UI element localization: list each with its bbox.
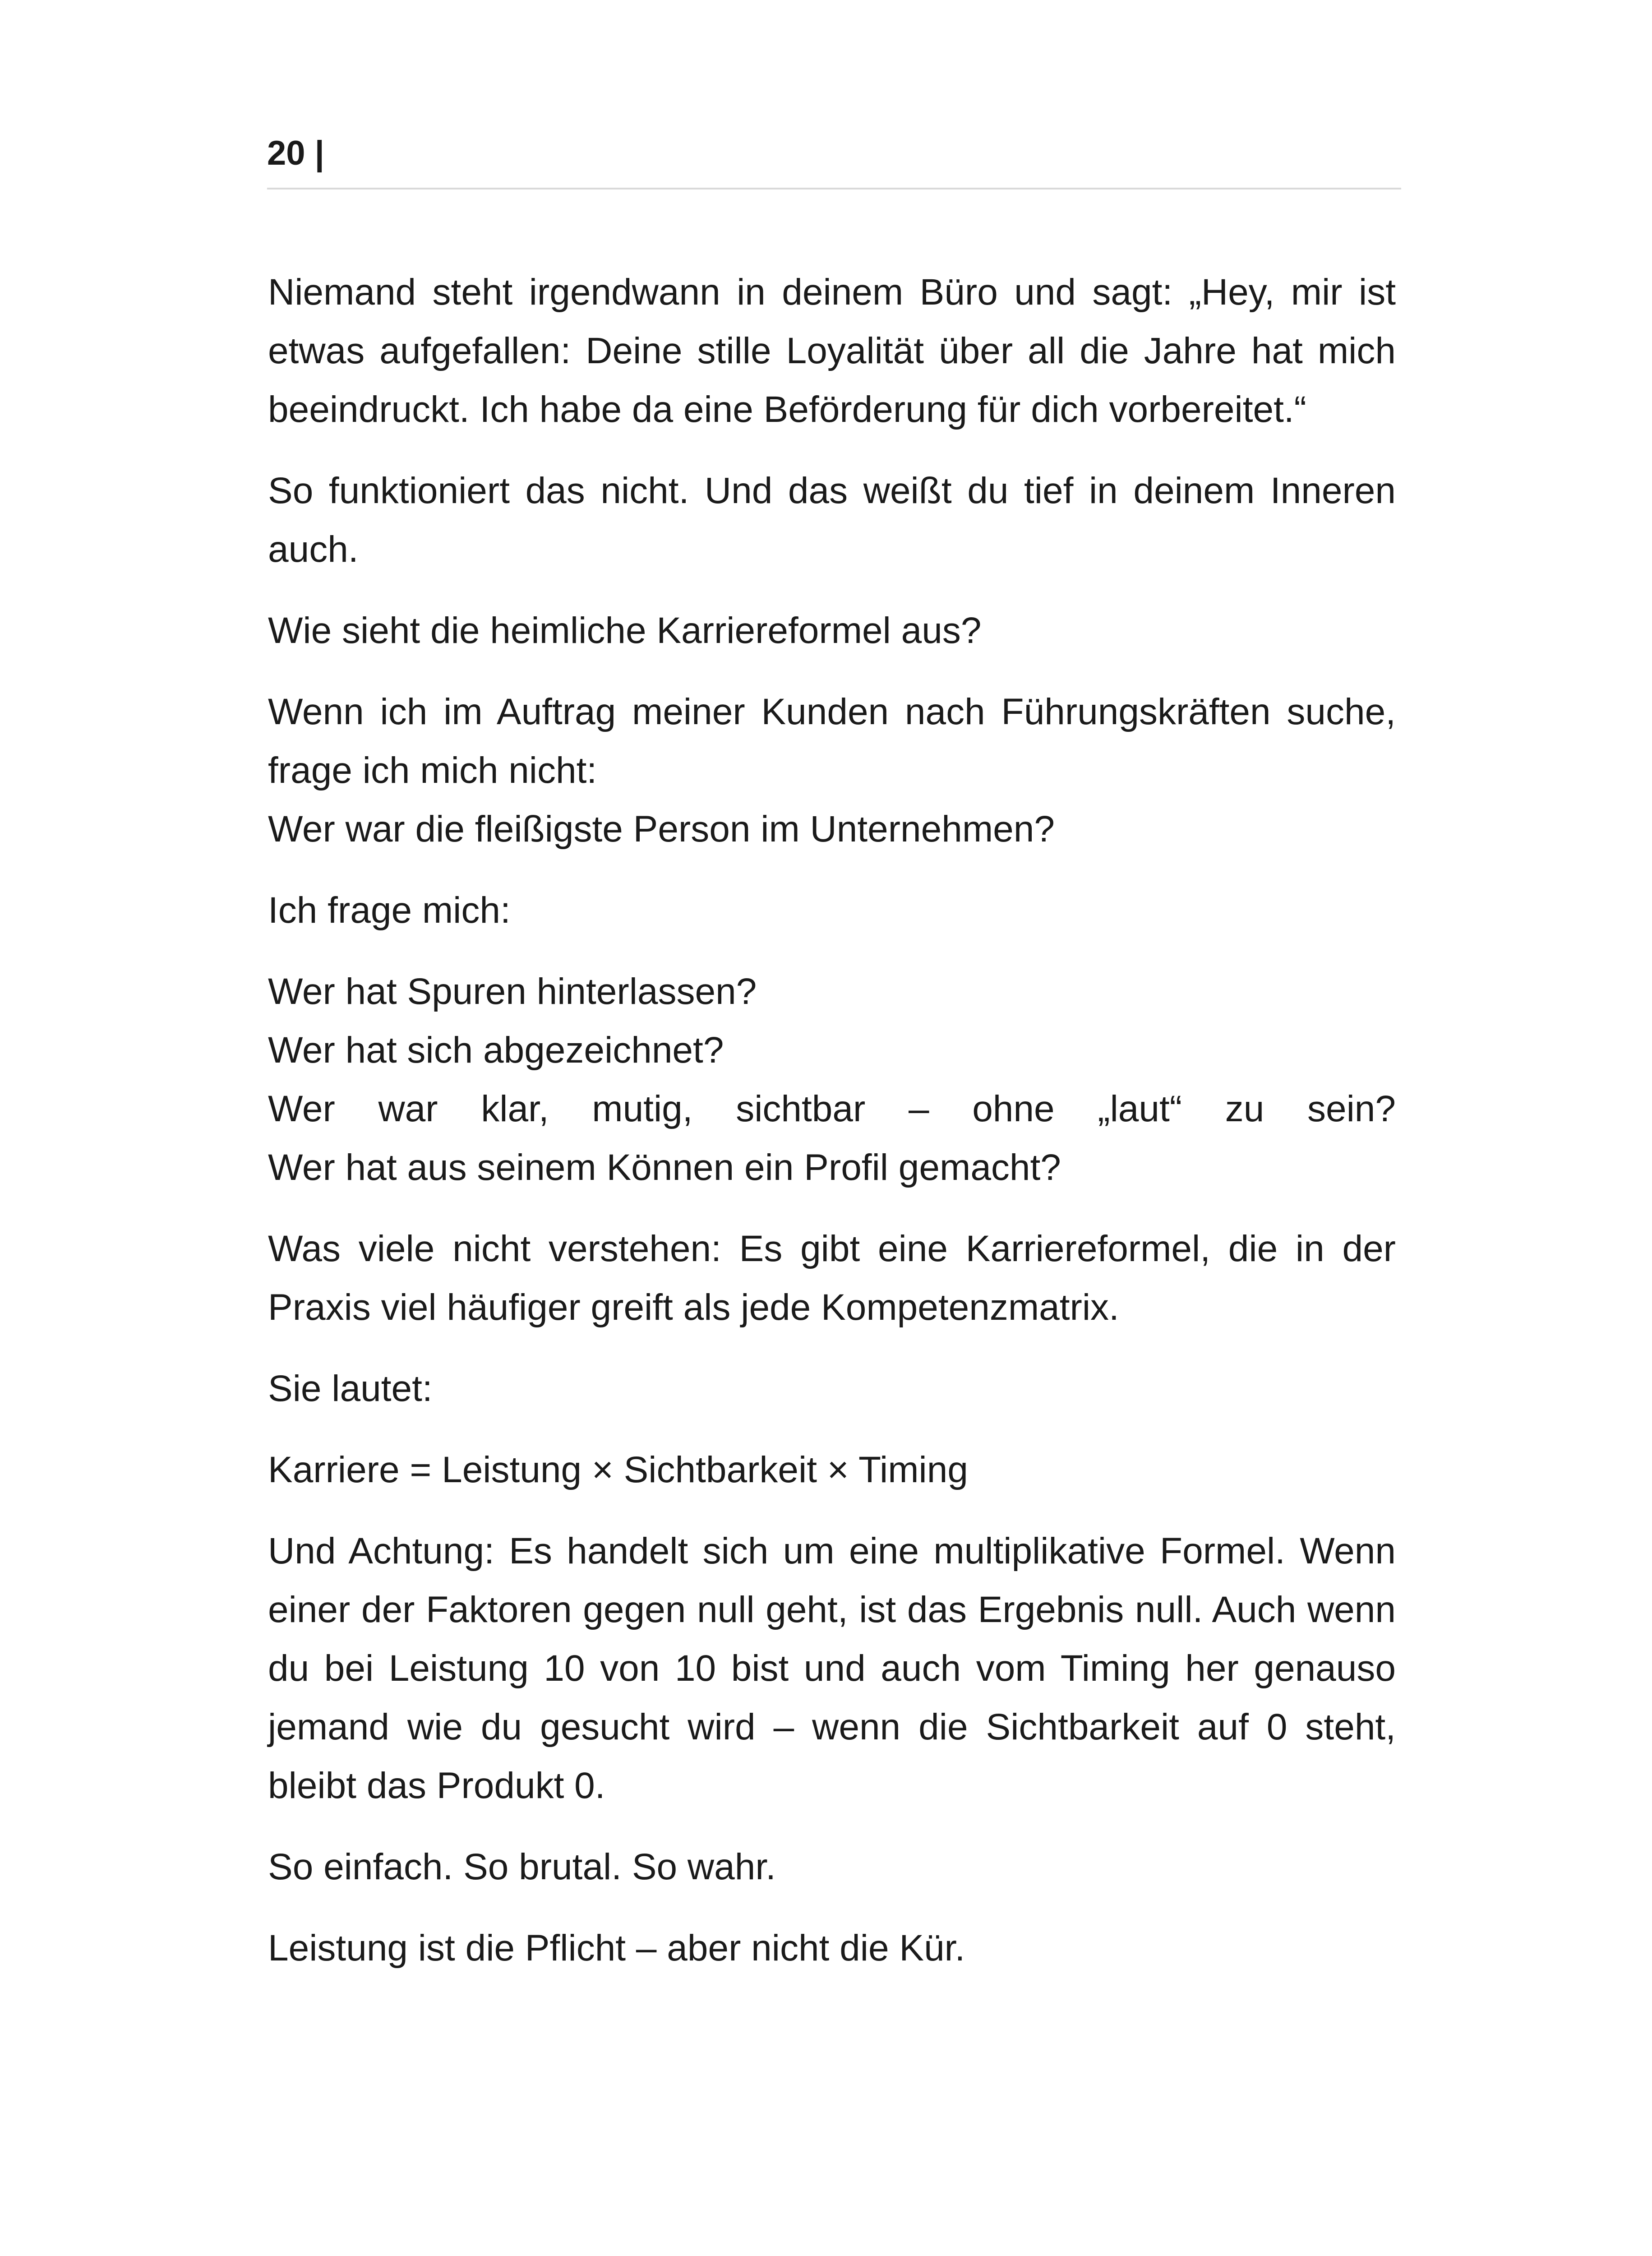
page-number: 20 |: [267, 134, 324, 172]
paragraph-3: Wie sieht die heimliche Karriereformel aus?: [268, 610, 982, 651]
paragraph-6-line-1: Wer hat Spuren hinterlassen?: [268, 971, 757, 1012]
paragraph-6-line-2: Wer hat sich abgezeichnet?: [268, 1030, 724, 1071]
body-text: [268, 263, 1396, 2000]
paragraph-4-line-2: Wer war die fleißigste Person im Unternehmen?: [268, 809, 1055, 850]
paragraph-12: Leistung ist die Pflicht – aber nicht die Kür.: [268, 1928, 965, 1969]
paragraph-4-line-1: Wenn ich im Auftrag meiner Kunden nach Führungskräften suche, frage ich mich nicht:: [268, 691, 1396, 791]
paragraph-10: Und Achtung: Es handelt sich um eine multiplikative Formel. Wenn einer der Faktoren gegen null geht, ist das Ergebnis null. Auch wenn du bei Leistung 10 von 10 bist und auch vom Timing her genauso jemand wie du gesucht wird – wenn die Sichtbarkeit auf 0 steht, bleibt das Produkt 0.: [268, 1530, 1396, 1806]
paragraph-5: Ich frage mich:: [268, 890, 511, 931]
paragraph-6: [268, 962, 1396, 1197]
paragraph-1: Niemand steht irgendwann in deinem Büro und sagt: „Hey, mir ist etwas aufgefallen: Deine stille Loyalität über all die Jahre hat mich beeindruckt. Ich habe da eine Beförderung für dich vorbereitet.“: [268, 272, 1396, 430]
paragraph-6-line-3: Wer war klar, mutig, sichtbar – ohne „laut“ zu sein?: [268, 1088, 1396, 1129]
paragraph-7: Was viele nicht verstehen: Es gibt eine Karriereformel, die in der Praxis viel häufiger greift als jede Kompetenzmatrix.: [268, 1228, 1396, 1328]
paragraph-11: So einfach. So brutal. So wahr.: [268, 1846, 776, 1887]
paragraph-6-line-4: Wer hat aus seinem Können ein Profil gemacht?: [268, 1147, 1061, 1188]
career-formula: Karriere = Leistung × Sichtbarkeit × Timing: [268, 1449, 968, 1490]
paragraph-4: [268, 683, 1396, 859]
page-header: [267, 131, 1401, 190]
paragraph-8: Sie lautet:: [268, 1368, 433, 1409]
paragraph-2: So funktioniert das nicht. Und das weißt du tief in deinem Inneren auch.: [268, 470, 1396, 570]
